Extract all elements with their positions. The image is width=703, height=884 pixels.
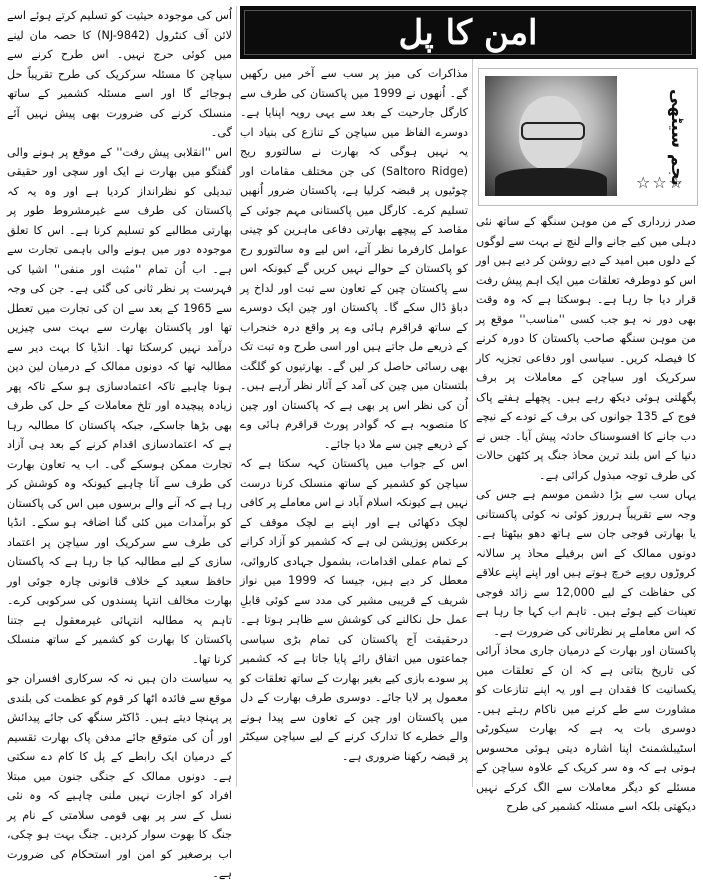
author-name: نجم سیٹھی <box>667 89 687 186</box>
column-divider <box>472 6 473 787</box>
title-text: امن کا پل <box>398 12 538 53</box>
paragraph: صدر زرداری کے من موہن سنگھ کے ساتھ نئی دہلی میں کیے جانے والے لنچ نے بہت سے لوگوں کے دلوں میں امید کے دیے روشن کر دیے ہیں اور اس کو دوطرفہ تعلقات میں ایک اہم پیش رفت قرار دیا جا رہا ہے۔ ہوسکتا ہے کہ وہ وقت بھی دور نہ ہو جب کسی ''مناسب'' موقع پر من موہن سنگھ صاحب پاکستان کا دورہ کرنے کا فیصلہ کریں۔ سیاسی اور دفاعی تجزیہ کار سرکریک اور سیاچن کے معاملات پر برف پگھلتی ہوئی دیکھ رہے ہیں۔ پچھلے ہفتے پاک فوج کے 135 جوانوں کی برف کے تودے کے نیچے دب جانے کا افسوسناک حادثہ پیش آیا۔ جس نے دنیا کے اس بلند ترین محاذ جنگ پر کٹھن حالات کی طرف توجہ مبذول کرائی ہے۔ <box>476 215 696 482</box>
author-photo <box>485 76 617 196</box>
paragraph: اس ''انقلابی پیش رفت'' کے موقع پر ہونے والی گفتگو میں بھارت نے ایک اور سچی اور حقیقی تبدیلی کو نظرانداز کردیا ہے اور وہ یہ کہ پاکستان کی طرف سے غیرمشروط طور پر بھارتی مطالبے کو تسلیم کرنا ہے۔ اس کا تعلق موجودہ دور میں ہونے والی باہمی تجارت سے ہے۔ اب اُن تمام ''مثبت اور منفی'' اشیا کی فہرست پر نظر ثانی کی گئی ہے۔ جن کی وجہ سے 1965 کے بعد سے ان کی تجارت میں تعطل تھا اور پاکستان بھارت سے بہت سی چیزیں درآمد نہیں کرسکتا تھا۔ انڈیا کا بہت دیر سے مطالبہ تھا کہ دونوں ممالک کے درمیان لین دین ہونا چاہیے تاکہ اعتمادسازی ہو سکے تاکہ پھر زیادہ پیچیدہ اور تلخ معاملات کے حل کی طرف بھی بڑھا جاسکے، جبکہ پاکستان کا مطالبہ رہا ہے کہ اعتمادسازی اقدام کرنے کے بعد ہی آزاد تجارت ممکن ہوسکے گی۔ اب یہ تعاون بھارت کی طرف سے آنا چاہیے کیونکہ وہ کوشش کر رہا ہے کہ آنے والے برسوں میں اس کی پاکستان کو برآمدات میں کئی گنا اضافہ ہو سکے۔ انڈیا کی طرف سے سرکریک اور سیاچن پر اعتماد سازی کے لیے مطالبہ کیا جا رہا ہے کہ پاکستان حافظ سعید کے خلاف قانونی چارہ جوئی اور بھارت مخالف انتہا پسندوں کی سرکوبی کرے۔ تاہم یہ مطالبہ انتہائی غیرمعقول ہے جتنا پاکستان کا بھارت کو کشمیر کے ساتھ منسلک کرنا تھا۔ <box>7 145 232 666</box>
article-column-left <box>7 6 232 880</box>
paragraph: یہاں سب سے بڑا دشمن موسم ہے جس کی وجہ سے تقریباً ہرروز کوئی نہ کوئی پاکستانی یا بھارتی فوجی جان سے ہاتھ دھو بیٹھتا ہے۔ دونوں ممالک کے اس برفیلے محاذ پر سالانہ کروڑوں روپے خرچ ہوتے ہیں اور اپنے اپنے علاقے کی حفاظت کے لیے 12,000 سے زائد فوجی تعینات کیے ہوئے ہیں۔ تاہم اب کہا جا رہا ہے کہ اس معاملے پر نظرثانی کی ضرورت ہے۔ <box>476 488 696 638</box>
column-divider <box>236 6 237 787</box>
article-column-right <box>476 212 696 813</box>
paragraph: یہ سیاست دان ہیں نہ کہ سرکاری افسران جو موقع سے فائدہ اٹھا کر قوم کو عظمت کی بلندی پر پہنچا دیتے ہیں۔ ڈاکٹر سنگھ کی جائے پیدائش اور اُن کی متوقع جائے مدفن پاک بھارت تقسیم کے درمیان ایک رابطے کے پل کا کام دے سکتی ہے۔ دونوں ممالک کے جنگی جنون میں مبتلا افراد کو اجازت نہیں ملنی چاہیے کہ وہ نئی نسل کے سر پر بھی قومی سلامتی کے نام پر جنگ کا بھوت سوار کردیں۔ جنگ بہت ہو چکی، اب برصغیر کو امن اور استحکام کی ضرورت ہے۔ <box>7 672 232 880</box>
rating-stars: ☆☆☆ <box>635 173 685 192</box>
column-title <box>240 6 696 59</box>
paragraph: اُس کی موجودہ حیثیت کو تسلیم کرتے ہوئے اسے لائن آف کنٹرول (NJ-9842) کا حصہ مان لینے میں کوئی حرج نہیں۔ اس طرح کرنے سے سیاچن کا مسئلہ سرکریک کی طرح تقریباً حل ہوجائے گا اور اسے مسئلہ کشمیر کے ساتھ منسلک کرنے کی ضرورت بھی پیش نہیں آئے گی۔ <box>7 9 232 139</box>
author-box <box>478 68 698 206</box>
paragraph: مذاکرات کی میز پر سب سے آخر میں رکھیں گے۔ اُنھوں نے 1999 میں پاکستان کی طرف سے کارگل جارحیت کے بعد سے یہی رویہ اپنایا ہے۔ دوسرے الفاظ میں سیاچن کے تنازع کی بنیاد اب یہ نہیں ہوگی کہ بھارت نے سالتورو ریج (Saltoro Ridge) کی جن مختلف مقامات اور چوٹیوں پر قبضہ کرلیا ہے، پاکستان ضرور اُنھیں تسلیم کرے۔ کارگل میں پاکستانی مہم جوئی کے مقاصد کے پیچھے بھارتی دفاعی ماہرین کو چینی عوامل کارفرما نظر آتے، اس لیے وہ سالتورو رج کو پاکستان کے حوالے نہیں کریں گے کیونکہ اس سے پاکستان چین کے تعاون سے تبت اور لداخ پر دباؤ ڈال سکے گا۔ پاکستان اور چین ایک دوسرے کے ساتھ قراقرم ہائی وے پر واقع درہ خنجراب کے ذریعے مل جاتے ہیں اور اسی طرح وہ تبت تک بھی رسائی حاصل کر لیں گے۔ بھارتیوں کو گلگت بلتستان میں چین کی آمد کے آثار نظر آرہے ہیں۔ اُن کی نظر اس پر بھی ہے کہ پاکستان اور چین کا منصوبہ ہے کہ گوادر پورٹ قراقرم ہائی وے کے ذریعے چین سے ملا دیا جائے۔ <box>240 67 469 451</box>
article-column-middle <box>240 64 468 790</box>
paragraph: اس کے جواب میں پاکستان کہہ سکتا ہے کہ سیاچن کو کشمیر کے ساتھ منسلک کرنا درست نہیں ہے کیونکہ اسلام آباد نے اس معاملے پر کافی لچک دکھائی ہے اور اپنے بے لچک موقف کے برعکس پوزیشن لی ہے کہ کشمیر کو آزاد کرانے کے تمام عملی اقدامات، بشمول جہادی کاروائی، معطل کر دیے ہیں، جیسا کہ 1999 میں نواز شریف کے قریبی مشیر کی مدد سے کوئی قابلِ عمل حل نکالنے کی کوشش سے ظاہر ہوتا ہے۔ درحقیقت آج پاکستان کی تمام بڑی سیاسی جماعتوں میں اتفاق رائے پایا جاتا ہے کہ کشمیر پر سودے بازی کیے بغیر بھارت کے ساتھ تعلقات کو معمول پر لایا جائے۔ دوسری طرف بھارت کے دل میں پاکستان اور چین کے تعاون سے پیدا ہونے والے خطرے کا تدارک کرنے کے لیے سیاچن سیکٹر پر قبضہ رکھنا ضروری ہے۔ <box>240 457 468 763</box>
paragraph: پاکستان اور بھارت کے درمیان جاری محاذ آرائی کی تاریخ بتاتی ہے کہ ان کے تعلقات میں یکسانیت کا فقدان ہے اور یہ اپنے تنازعات کو مشاورت سے طے کرنے میں ناکام رہتے ہیں۔ دوسری بات یہ ہے کہ بھارت سیکورٹی اسٹیبلشمنٹ اپنا اشارہ دیتی ہوئی محسوس ہوتی ہے کہ وہ سر کریک کے علاوہ سیاچن کے مسئلے کو دیگر معاملات سے الگ کرکے نہیں دیکھتی بلکہ اسے مسئلہ کشمیر کی طرح <box>476 644 696 813</box>
